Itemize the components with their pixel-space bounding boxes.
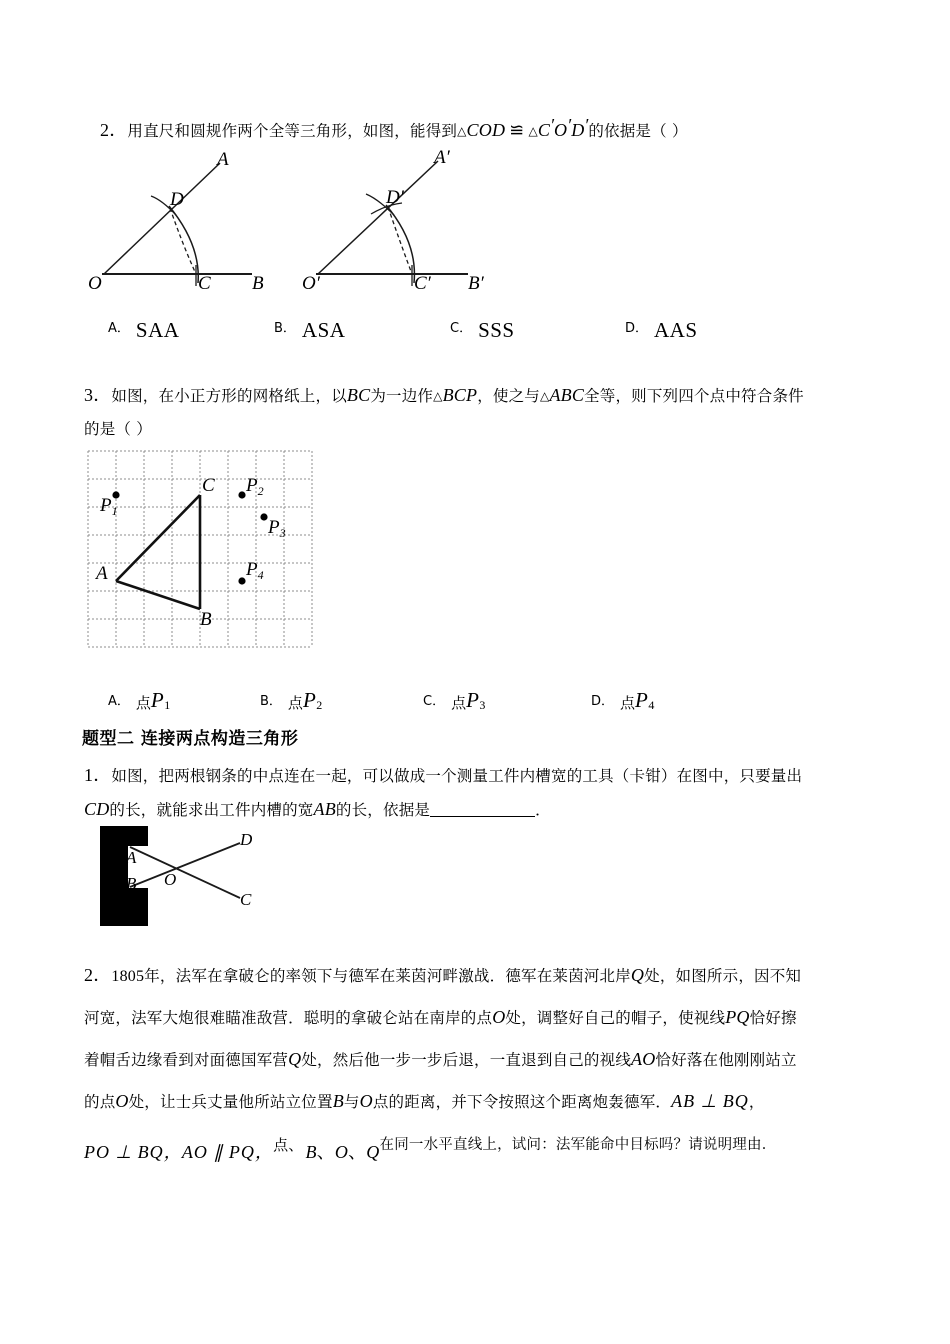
option-letter: A． <box>108 694 130 709</box>
option-text: ASA <box>301 318 346 342</box>
option-text: SSS <box>478 318 515 342</box>
triangle-symbol-4: △ <box>540 389 550 403</box>
s2q2-punct-2: ， <box>254 1142 274 1162</box>
option-letter: A． <box>108 321 130 336</box>
s2q2-punct-4: 、 <box>348 1142 367 1162</box>
point-P2-dot <box>238 491 245 498</box>
s2q1-ab: AB <box>313 799 336 819</box>
option-letter: B． <box>274 321 296 336</box>
answer-blank[interactable] <box>430 802 535 817</box>
s2q1-line2 <box>84 792 551 827</box>
ray-OA-prime <box>318 161 438 274</box>
option-cn: 点 <box>287 694 303 712</box>
option-cn: 点 <box>135 694 151 712</box>
option-letter: D． <box>625 321 649 336</box>
label-D-prime: D′ <box>386 187 404 208</box>
label-B-grid: B <box>200 609 212 630</box>
s2q2-o-3: O <box>359 1091 373 1111</box>
triangle-ABC <box>116 495 200 609</box>
s2q2-b-2: B <box>305 1142 317 1162</box>
s2q2-formula-ab-bq: AB ⊥ BQ <box>671 1091 749 1111</box>
point-P3-dot <box>260 513 267 520</box>
s2q2-text-10: 处，让士兵丈量他所站立位置 <box>128 1093 333 1111</box>
label-P1: $P_1$ <box>100 495 118 518</box>
q3-text-4: 全等，则下列四个点中符合条件 <box>584 387 804 405</box>
label-C-prime: C′ <box>414 273 431 294</box>
s2q2-punct-3: 、 <box>316 1142 335 1162</box>
prime-mark-1: ′ <box>550 115 555 135</box>
q2-option-c[interactable] <box>450 318 625 343</box>
s2q2-q-1: Q <box>630 965 645 985</box>
s2q2-o-2: O <box>115 1091 129 1111</box>
option-letter: C． <box>450 321 473 336</box>
s2q2-year: 1805 <box>111 968 145 985</box>
q2-d-prime: D <box>571 120 585 140</box>
s2q2-b-1: B <box>332 1091 344 1111</box>
option-text: P <box>466 688 480 712</box>
s2q2-text-15: 在同一水平直线上，试问：法军能命中目标吗？请说明理由． <box>379 1137 777 1153</box>
side-AC <box>116 495 200 581</box>
q3-number: 3． <box>84 385 112 405</box>
label-P2: $P_2$ <box>246 475 264 498</box>
option-letter: B． <box>260 694 282 709</box>
s2q1-line1 <box>84 758 802 793</box>
prime-mark-2: ′ <box>567 115 572 135</box>
option-sub: 3 <box>479 698 486 712</box>
option-text: AAS <box>654 318 698 342</box>
triangle-symbol-2: △ <box>528 124 538 138</box>
label-O-prime: O′ <box>302 273 320 294</box>
label-A-caliper: A <box>126 848 137 867</box>
option-text: SAA <box>135 318 180 342</box>
s2q2-o-4: O <box>334 1142 349 1162</box>
label-C-caliper: C <box>240 890 252 909</box>
label-O-caliper: O <box>164 870 177 889</box>
label-P4: $P_4$ <box>246 559 264 582</box>
option-letter: D． <box>591 694 615 709</box>
s2q2-number: 2． <box>84 965 112 985</box>
q3-grid-figure <box>86 449 318 667</box>
s2q2-text-5: 恰好擦 <box>749 1009 797 1027</box>
q3-option-d[interactable] <box>591 688 655 713</box>
q2-option-b[interactable] <box>274 318 450 343</box>
s2q2-formula-po-bq: PO ⊥ BQ <box>84 1142 164 1162</box>
option-sub: 4 <box>648 698 655 712</box>
q3-text-2: 为一边作 <box>370 387 434 405</box>
q3-option-a[interactable] <box>108 688 260 713</box>
s2q2-pq-1: PQ <box>725 1007 750 1027</box>
q2-o-prime: O <box>554 120 568 140</box>
s2q2-text-6: 着帽舌边缘看到对面德国军营 <box>84 1051 289 1069</box>
q2-text-before: 用直尺和圆规作两个全等三角形，如图，能得到 <box>127 122 458 140</box>
s2q2-text-11: 与 <box>343 1093 360 1111</box>
q2-cod: COD <box>466 120 506 140</box>
triangle-symbol-3: △ <box>433 389 443 403</box>
s2q2-line4 <box>84 1084 765 1119</box>
section-heading-2: 题型二 连接两点构造三角形 <box>82 729 299 749</box>
label-P3: $P_3$ <box>268 517 286 540</box>
triangle-symbol: △ <box>457 124 467 138</box>
label-C-grid: C <box>202 475 215 496</box>
s2q2-q-2: Q <box>288 1049 302 1069</box>
workpiece-block <box>100 826 148 926</box>
s2q2-text-3: 河宽，法军大炮很难瞄准敌营．聪明的拿破仑站在南岸的点 <box>84 1009 493 1027</box>
congruent-symbol: ≌ <box>509 120 525 140</box>
s2q2-line2 <box>84 1000 797 1035</box>
s2q2-text-8: 恰好落在他刚刚站立 <box>655 1051 797 1069</box>
option-text: P <box>150 688 165 712</box>
point-P4-dot <box>238 577 245 584</box>
s2q2-text-7: 处，然后他一步一步后退，一直退到自己的视线 <box>301 1051 632 1069</box>
label-D: D <box>170 189 184 210</box>
s2q1-text-2: 的长，就能求出工件内槽的宽 <box>109 801 314 819</box>
q3-bcp: BCP <box>442 385 478 405</box>
s2q1-cd: CD <box>84 799 110 819</box>
prime-mark-3: ′ <box>584 115 589 135</box>
option-sub: 2 <box>316 698 323 712</box>
q2-options <box>108 318 888 343</box>
s2q2-line3 <box>84 1042 797 1077</box>
option-text: P <box>635 688 649 712</box>
label-O: O <box>88 273 102 294</box>
chord-DC-dashed <box>170 208 196 274</box>
option-cn: 点 <box>620 694 636 712</box>
s2q2-text-2: 处，如图所示，因不知 <box>644 967 802 985</box>
s2q2-q-3: Q <box>366 1142 380 1162</box>
arc-DC-prime <box>386 205 414 283</box>
rod-BD <box>130 843 240 887</box>
s2q2-o-1: O <box>492 1007 506 1027</box>
ray-OA <box>104 163 220 274</box>
construction-svg <box>100 143 720 303</box>
s2q1-text-3: 的长，依据是 <box>335 801 431 819</box>
s2q2-text-4: 处，调整好自己的帽子，使视线 <box>505 1009 726 1027</box>
option-sub: 1 <box>164 698 171 712</box>
s2q2-text-9: 的点 <box>84 1093 116 1111</box>
s2q2-line5 <box>84 1128 776 1170</box>
question-2-stem <box>100 108 688 148</box>
s2q1-text-1: 如图，把两根钢条的中点连在一起，可以做成一个测量工件内槽宽的工具（卡钳）在图中，只要量出 <box>111 767 803 785</box>
label-B-prime: B′ <box>468 273 484 294</box>
q3-text-5: 的是（ ） <box>84 420 152 438</box>
label-A: A <box>217 149 229 170</box>
q3-abc: ABC <box>549 385 585 405</box>
question-3-stem-line1 <box>84 378 804 413</box>
s2q1-number: 1． <box>84 765 112 785</box>
option-cn: 点 <box>451 694 467 712</box>
label-B-caliper: B <box>126 874 137 893</box>
s2q2-punct-1: ， <box>163 1142 182 1162</box>
q2-option-a[interactable] <box>108 318 274 343</box>
q3-option-c[interactable] <box>423 688 591 713</box>
s2q2-formula-ao-pq: AO ∥ PQ <box>181 1142 255 1162</box>
s2q2-text-13: ， <box>748 1093 765 1111</box>
s2q2-text-14: 点、 <box>273 1136 304 1154</box>
label-A-prime: A′ <box>434 147 450 168</box>
option-letter: C． <box>423 694 446 709</box>
q2-number: 2． <box>100 120 128 140</box>
s2q2-text-1: 年，法军在拿破仑的率领下与德军在莱茵河畔激战．德军在莱茵河北岸 <box>144 967 631 985</box>
q2-construction-figure <box>88 143 720 303</box>
q2-text-after: 的依据是（ ） <box>588 122 688 140</box>
q2-option-d[interactable] <box>625 318 698 343</box>
label-D-caliper: D <box>240 830 253 849</box>
right-construction <box>316 161 468 286</box>
s2q2-line1 <box>84 958 801 994</box>
s2q2-ao-1: AO <box>631 1049 656 1069</box>
q2-c-prime: C <box>537 120 551 140</box>
q3-text-3: ，使之与 <box>477 387 540 405</box>
label-A-grid: A <box>96 563 108 584</box>
s2q1-caliper-figure <box>100 826 285 926</box>
s2q1-text-4: ． <box>535 801 551 819</box>
q3-text-1: 如图，在小正方形的网格纸上，以 <box>111 387 347 405</box>
s2q2-text-12: 点的距离，并下令按照这个距离炮轰德军． <box>372 1093 672 1111</box>
left-construction <box>102 163 252 286</box>
option-text: P <box>302 688 317 712</box>
q3-option-b[interactable] <box>260 688 423 713</box>
label-B: B <box>252 273 264 294</box>
side-AB <box>116 581 200 609</box>
question-3-stem-line2 <box>84 412 152 446</box>
label-C: C <box>198 273 211 294</box>
q3-options <box>108 688 888 713</box>
q3-bc: BC <box>346 385 371 405</box>
